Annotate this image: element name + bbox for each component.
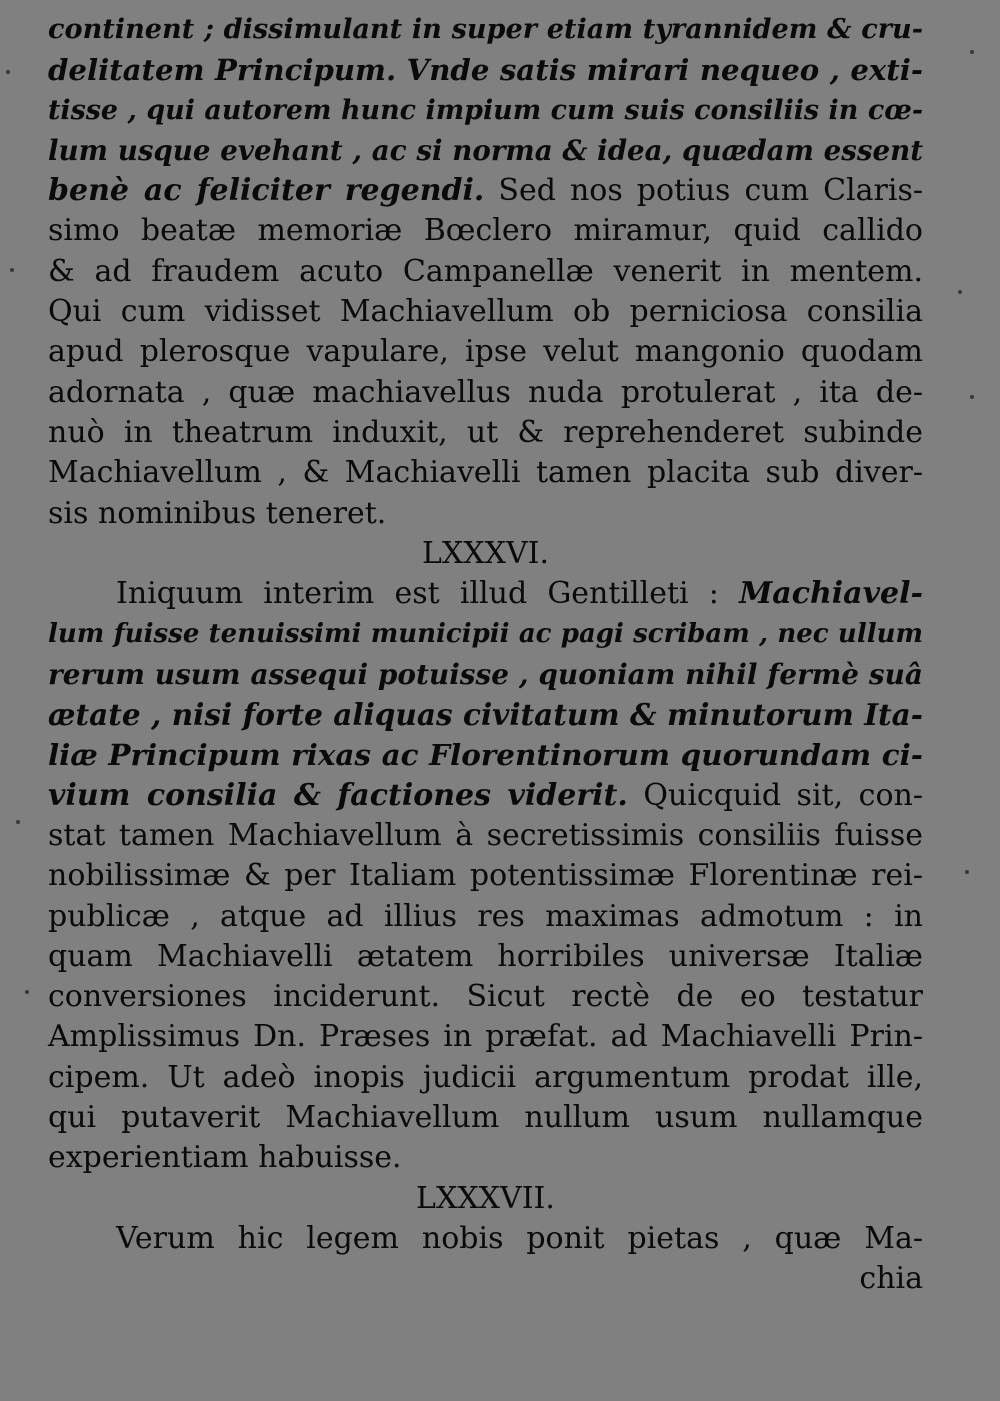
section-heading: [48, 1179, 923, 1219]
text-run: Iniquum interim est illud Gentilleti :: [116, 576, 740, 612]
text-run: Sed nos potius cum Claris-: [484, 173, 923, 209]
text-line: [48, 1259, 923, 1299]
text-line: [48, 211, 923, 251]
italic-text-run: ætate , nisi forte aliquas civitatum & minutorum Ita-: [48, 697, 923, 733]
page-speck: [970, 395, 974, 399]
text-run: sis nominibus teneret.: [48, 495, 387, 531]
text-run: apud plerosque vapulare, ipse velut mangonio quodam: [48, 334, 923, 370]
text-run: quam Machiavelli ætatem horribiles universæ Italiæ: [48, 938, 923, 974]
text-run: Qui cum vidisset Machiavellum ob perniciosa consilia: [48, 294, 923, 330]
italic-text-run: lum usque evehant , ac si norma & idea, quædam essent: [48, 133, 923, 167]
text-line: [48, 655, 923, 695]
italic-text-run: liæ Principum rixas ac Florentinorum quorundam ci-: [48, 737, 923, 773]
text-run: Machiavellum , & Machiavelli tamen placita sub diver-: [48, 455, 923, 491]
text-run: simo beatæ memoriæ Bœclero miramur, quid callido: [48, 213, 923, 249]
text-run: LXXXVII.: [416, 1180, 555, 1216]
italic-text-run: Machiavel-: [739, 576, 923, 612]
text-line: [48, 373, 923, 413]
text-line: [48, 453, 923, 493]
text-line: [48, 1017, 923, 1057]
text-run: conversiones inciderunt. Sicut rectè de eo testatur: [48, 979, 923, 1015]
text-line: [48, 856, 923, 896]
italic-text-run: lum fuisse tenuissimi municipii ac pagi scribam , nec ullum: [48, 619, 923, 650]
text-run: nobilissimæ & per Italiam potentissimæ Florentinæ rei-: [48, 858, 923, 894]
text-line: [48, 1058, 923, 1098]
page-text-block: [48, 10, 923, 1300]
text-line: [48, 292, 923, 332]
text-run: Amplissimus Dn. Præses in præfat. ad Machiavelli Prin-: [48, 1019, 923, 1055]
text-run: publicæ , atque ad illius res maximas admotum : in: [48, 898, 923, 934]
text-line: [48, 252, 923, 292]
italic-text-run: vium consilia & factiones viderit.: [48, 777, 628, 813]
italic-text-run: benè ac feliciter regendi.: [48, 173, 485, 209]
text-line: [48, 897, 923, 937]
text-line: [48, 937, 923, 977]
section-heading: [48, 534, 923, 574]
italic-text-run: delitatem Principum. Vnde satis mirari nequeo , exti-: [48, 53, 923, 88]
text-line: [48, 816, 923, 856]
page-speck: [6, 70, 10, 74]
page-speck: [965, 870, 969, 874]
text-line: [48, 1098, 923, 1138]
text-run: chia: [859, 1261, 923, 1297]
page-speck: [10, 268, 14, 272]
text-line: [48, 735, 923, 775]
page-speck: [25, 990, 29, 994]
text-line: [48, 413, 923, 453]
text-run: nuò in theatrum induxit, ut & reprehenderet subinde: [48, 414, 923, 450]
text-run: cipem. Ut adeò inopis judicii argumentum prodat ille,: [48, 1059, 923, 1095]
text-run: adornata , quæ machiavellus nuda protulerat , ita de-: [48, 374, 923, 410]
italic-text-run: tisse , qui autorem hunc impium cum suis consiliis in cœ-: [48, 94, 923, 126]
text-line: [48, 1219, 923, 1259]
text-run: stat tamen Machiavellum à secretissimis consiliis fuisse: [48, 817, 923, 853]
page-speck: [16, 820, 20, 824]
page-speck: [970, 50, 974, 54]
text-line: [48, 574, 923, 614]
text-run: experientiam habuisse.: [48, 1140, 402, 1176]
text-line: [48, 332, 923, 372]
text-run: Verum hic legem nobis ponit pietas , quæ Ma-: [116, 1220, 923, 1256]
page-speck: [958, 290, 962, 294]
text-line: [48, 1138, 923, 1178]
text-line: [48, 171, 923, 211]
text-run: Quicquid sit, con-: [627, 777, 923, 813]
text-line: [48, 10, 923, 50]
text-line: [48, 977, 923, 1017]
italic-text-run: continent ; dissimulant in super etiam tyrannidem & cru-: [48, 14, 923, 45]
text-run: & ad fraudem acuto Campanellæ venerit in mentem.: [48, 253, 923, 289]
text-line: [48, 776, 923, 816]
italic-text-run: rerum usum assequi potuisse , quoniam nihil fermè suâ: [48, 657, 923, 691]
text-run: qui putaverit Machiavellum nullum usum nullamque: [48, 1100, 923, 1136]
text-line: [48, 614, 923, 654]
text-line: [48, 50, 923, 90]
text-line: [48, 91, 923, 131]
text-line: [48, 131, 923, 171]
text-line: [48, 695, 923, 735]
text-run: LXXXVI.: [421, 535, 550, 571]
text-line: [48, 494, 923, 534]
